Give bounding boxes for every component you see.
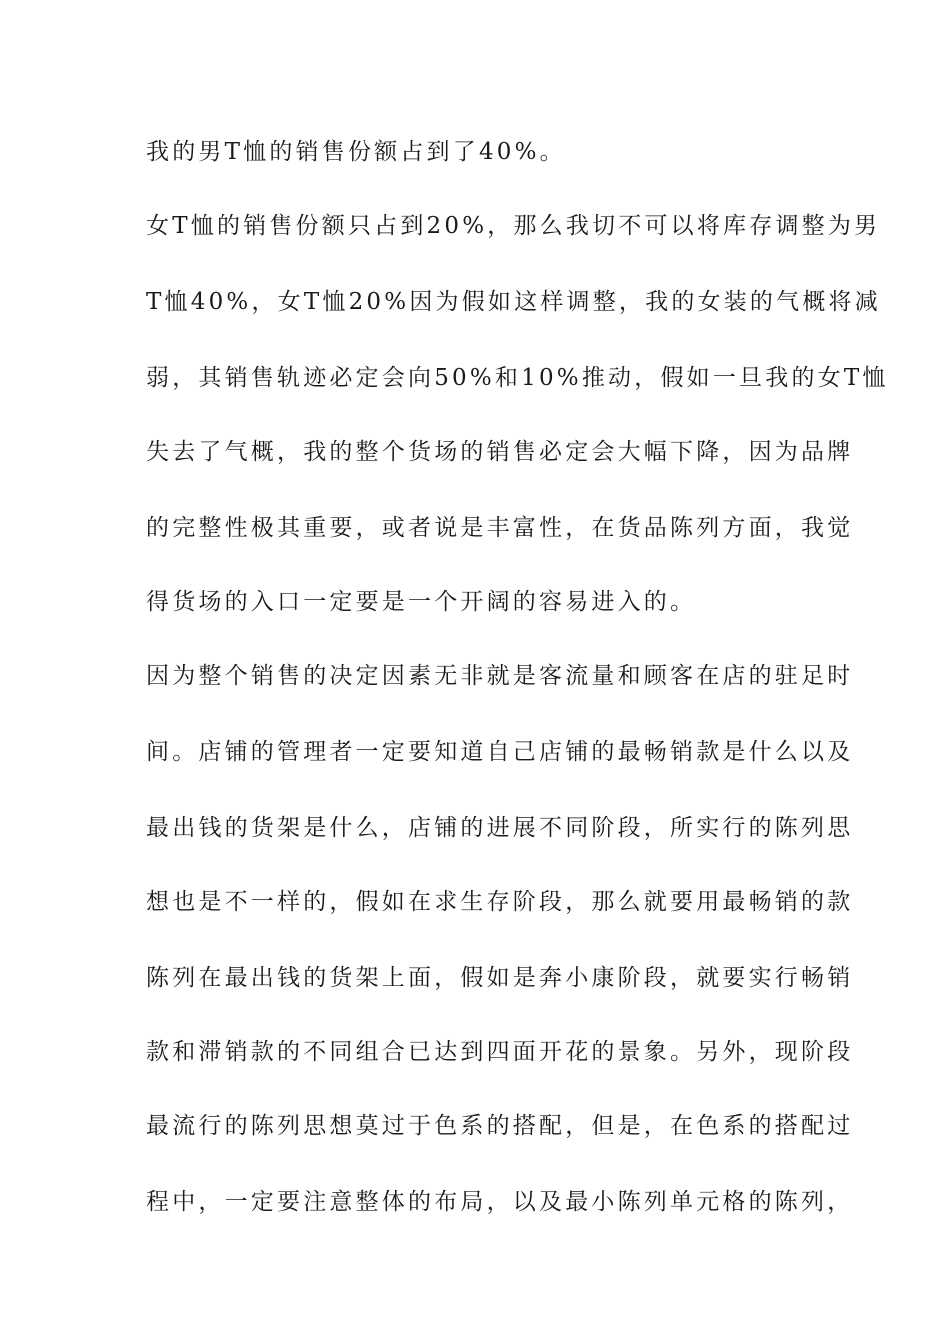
text-line-12: 陈列在最出钱的货架上面，假如是奔小康阶段，就要实行畅销 <box>146 965 854 991</box>
text-line-13: 款和滞销款的不同组合已达到四面开花的景象。另外，现阶段 <box>146 1039 854 1065</box>
text-line-7: 得货场的入口一定要是一个开阔的容易进入的。 <box>146 589 697 615</box>
text-line-9: 间。店铺的管理者一定要知道自己店铺的最畅销款是什么以及 <box>146 739 854 765</box>
text-line-2: 女T恤的销售份额只占到20%，那么我切不可以将库存调整为男 <box>146 213 881 239</box>
text-line-3: T恤40%，女T恤20%因为假如这样调整，我的女装的气概将减 <box>146 289 881 315</box>
text-line-4: 弱，其销售轨迹必定会向50%和10%推动，假如一旦我的女T恤 <box>146 365 889 391</box>
text-line-5: 失去了气概，我的整个货场的销售必定会大幅下降，因为品牌 <box>146 439 854 465</box>
text-line-1: 我的男T恤的销售份额占到了40%。 <box>146 139 566 165</box>
text-line-8: 因为整个销售的决定因素无非就是客流量和顾客在店的驻足时 <box>146 663 854 689</box>
text-line-6: 的完整性极其重要，或者说是丰富性，在货品陈列方面，我觉 <box>146 515 854 541</box>
text-line-11: 想也是不一样的，假如在求生存阶段，那么就要用最畅销的款 <box>146 889 854 915</box>
text-line-14: 最流行的陈列思想莫过于色系的搭配，但是，在色系的搭配过 <box>146 1113 854 1139</box>
text-line-10: 最出钱的货架是什么，店铺的进展不同阶段，所实行的陈列思 <box>146 815 854 841</box>
text-line-15: 程中，一定要注意整体的布局，以及最小陈列单元格的陈列， <box>146 1189 854 1215</box>
